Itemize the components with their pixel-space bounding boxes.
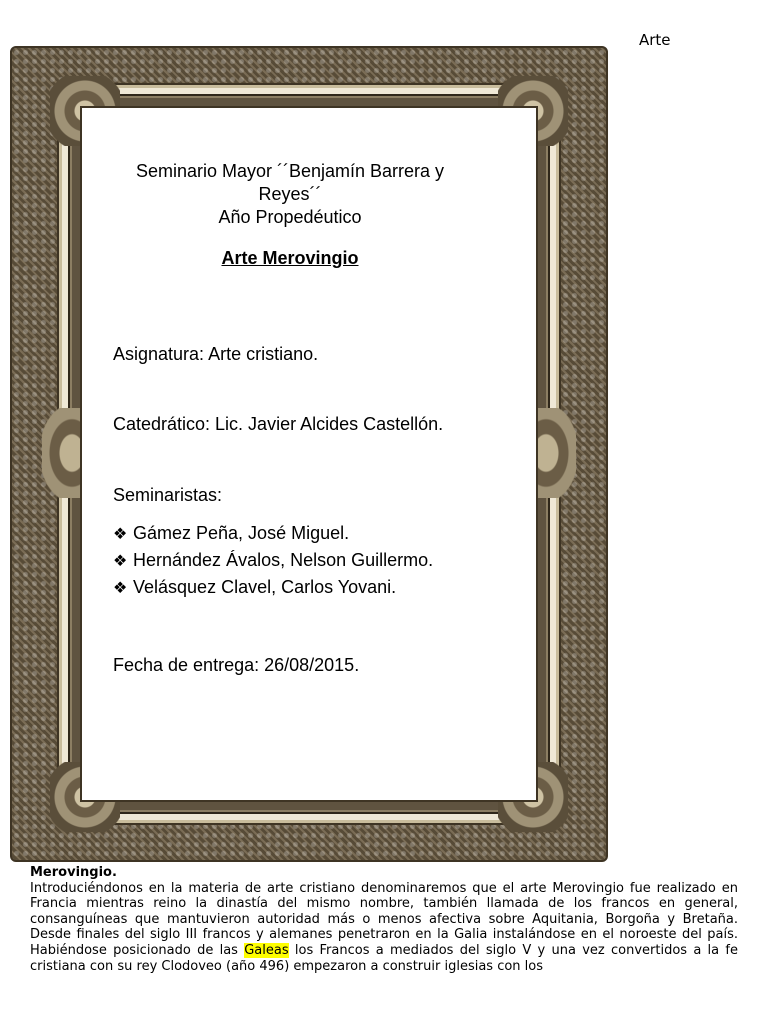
student-name: Gámez Peña, José Miguel. (133, 523, 350, 543)
highlighted-word: Galeas (244, 942, 289, 958)
institution-line-2: Reyes´´ (258, 184, 322, 204)
list-item (113, 520, 433, 547)
paragraph-text: Introduciéndonos en la materia de arte cristiano denominaremos que el arte Merovingio fue realizado en Francia mientras reino la dinastía del mismo nombre, también llamada de los francos en general, consanguíneas que mantuvieron autoridad más o menos afectiva sobre Aquitania, Borgoña y Bretaña. Desde finales del siglo III francos y alemanes penetraron en la Galia instalándose en el noroeste del país. Habiéndose posicionado de las (30, 880, 738, 958)
diamond-bullet-icon: ❖ (113, 580, 128, 597)
running-header: Arte (639, 31, 671, 49)
academic-year: Año Propedéutico (218, 207, 362, 227)
article-paragraph (30, 881, 738, 975)
list-item (113, 574, 433, 601)
cover-page (80, 160, 560, 675)
document-title: Arte Merovingio (221, 248, 359, 268)
paragraph-text: los Francos a mediados del siglo V y una vez convertidos a la fe cristiana con su rey Clodoveo (año 496) empezaron a construir iglesias con los (30, 942, 738, 974)
delivery-date: Fecha de entrega: 26/08/2015. (113, 655, 360, 675)
students-label: Seminaristas: (113, 485, 223, 505)
institution-line-1: Seminario Mayor ´´Benjamín Barrera y (135, 161, 445, 181)
article-section (30, 865, 738, 974)
student-name: Hernández Ávalos, Nelson Guillermo. (133, 550, 434, 570)
diamond-bullet-icon: ❖ (113, 553, 128, 570)
subject-line: Asignatura: Arte cristiano. (113, 344, 319, 364)
diamond-bullet-icon: ❖ (113, 526, 128, 543)
professor-line: Catedrático: Lic. Javier Alcides Castellón. (113, 414, 444, 434)
list-item (113, 547, 433, 574)
section-heading: Merovingio. (30, 865, 117, 880)
institution-block (70, 160, 510, 229)
student-name: Velásquez Clavel, Carlos Yovani. (133, 577, 397, 597)
students-list (113, 520, 433, 601)
